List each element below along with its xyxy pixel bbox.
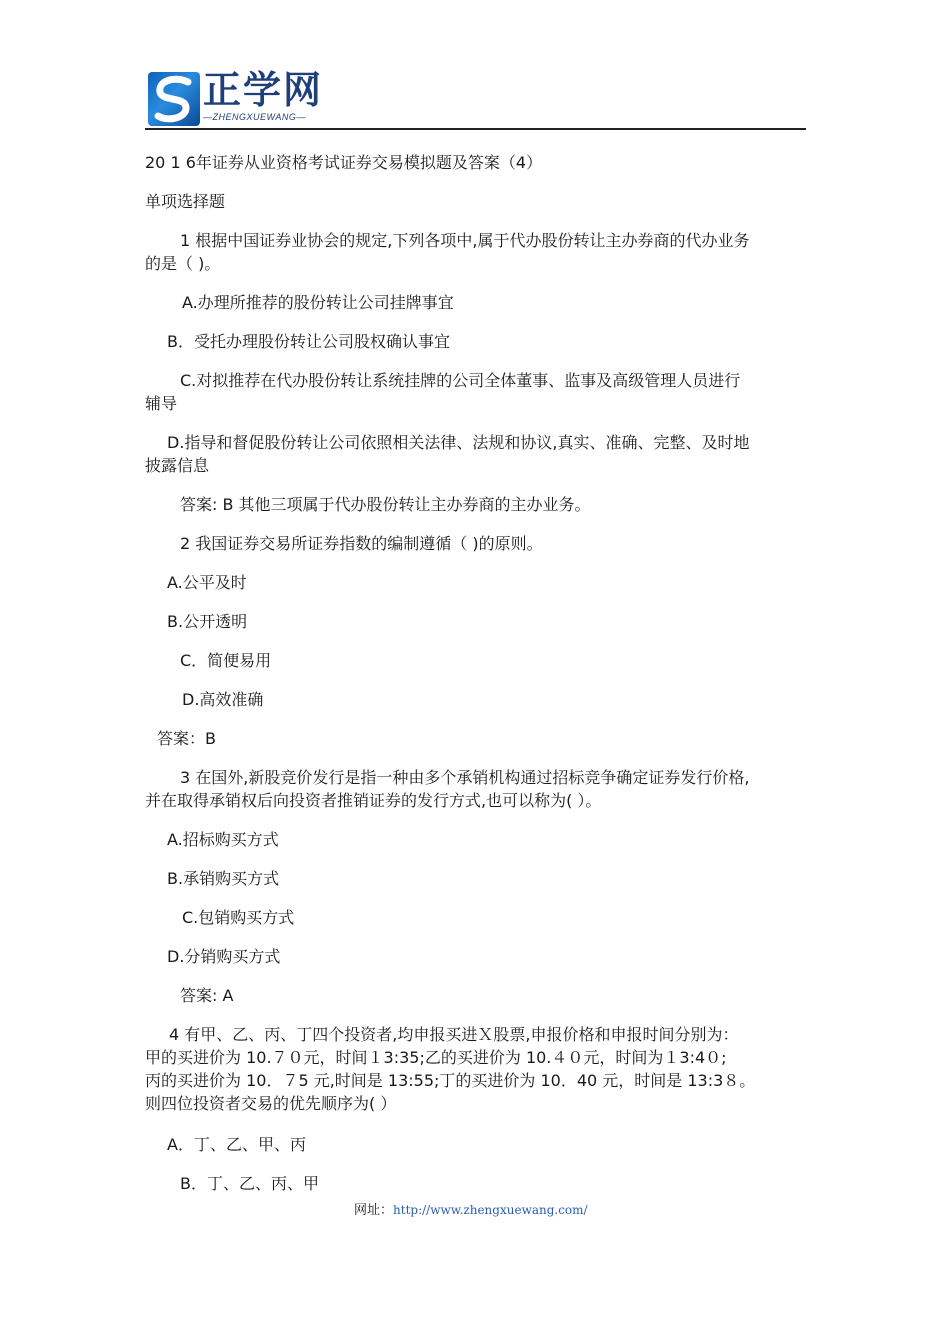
q3-option-d: D.分销购买方式	[167, 947, 281, 966]
q4-stem-line1: 4 有甲、乙、丙、丁四个投资者,均申报买进Ｘ股票,申报价格和申报时间分别为：	[169, 1025, 739, 1044]
q1-option-c-line1: C.对拟推荐在代办股份转让系统挂牌的公司全体董事、监事及高级管理人员进行	[180, 371, 741, 390]
footer-label: 网址：	[354, 1203, 394, 1218]
q4-option-a: A．丁、乙、甲、丙	[167, 1135, 306, 1154]
q2-option-a: A.公平及时	[167, 573, 247, 592]
q1-stem-line1: 1 根据中国证券业协会的规定,下列各项中,属于代办股份转让主办券商的代办业务	[180, 231, 750, 250]
q2-option-d: D.高效准确	[182, 690, 264, 709]
logo-subtitle: —ZHENGXUEWANG—	[203, 112, 306, 122]
q4-stem-line2: 甲的买进价为 10.７０元，时间１3:35;乙的买进价为 10.４０元，时间为１3:4０;	[145, 1048, 727, 1067]
q4-stem-line3: 丙的买进价为 10．７5 元,时间是 13:55;丁的买进价为 10．40 元，时间是 13:3８。	[145, 1071, 756, 1090]
q3-option-c: C.包销购买方式	[182, 908, 295, 927]
q2-option-b: B.公开透明	[167, 612, 248, 631]
header-divider	[145, 128, 806, 130]
q1-answer: 答案: B 其他三项属于代办股份转让主办券商的主办业务。	[180, 495, 591, 514]
q1-stem-line2: 的是（ )。	[145, 254, 221, 273]
site-header	[145, 70, 806, 130]
footer-url-link[interactable]: http://www.zhengxuewang.com/	[393, 1203, 588, 1217]
q3-stem-line2: 并在取得承销权后向投资者推销证券的发行方式,也可以称为( ）。	[145, 791, 602, 810]
q1-option-a: A.办理所推荐的股份转让公司挂牌事宜	[182, 293, 454, 312]
q1-option-b: B．受托办理股份转让公司股权确认事宜	[167, 332, 450, 351]
q4-stem-line4: 则四位投资者交易的优先顺序为( ）	[145, 1094, 397, 1113]
q3-option-a: A.招标购买方式	[167, 830, 279, 849]
q2-stem: 2 我国证券交易所证券指数的编制遵循（ )的原则。	[180, 534, 543, 553]
section-heading: 单项选择题	[145, 192, 226, 211]
q2-answer: 答案：B	[157, 729, 216, 748]
S-logo-icon	[148, 72, 200, 126]
q3-option-b: B.承销购买方式	[167, 869, 280, 888]
logo-name: 正学网	[203, 68, 324, 112]
q4-option-b: B．丁、乙、丙、甲	[180, 1174, 319, 1193]
q1-option-d-line1: D.指导和督促股份转让公司依照相关法律、法规和协议,真实、准确、完整、及时地	[167, 433, 750, 452]
q3-stem-line1: 3 在国外,新股竞价发行是指一种由多个承销机构通过招标竞争确定证券发行价格,	[180, 768, 750, 787]
document-title: 20 1 6年证券从业资格考试证券交易模拟题及答案（4）	[145, 153, 543, 172]
page-footer	[354, 1199, 588, 1218]
q2-option-c: C．简便易用	[180, 651, 272, 670]
q1-option-c-line2: 辅导	[145, 394, 178, 413]
q3-answer: 答案: A	[180, 986, 234, 1005]
q1-option-d-line2: 披露信息	[145, 456, 210, 475]
